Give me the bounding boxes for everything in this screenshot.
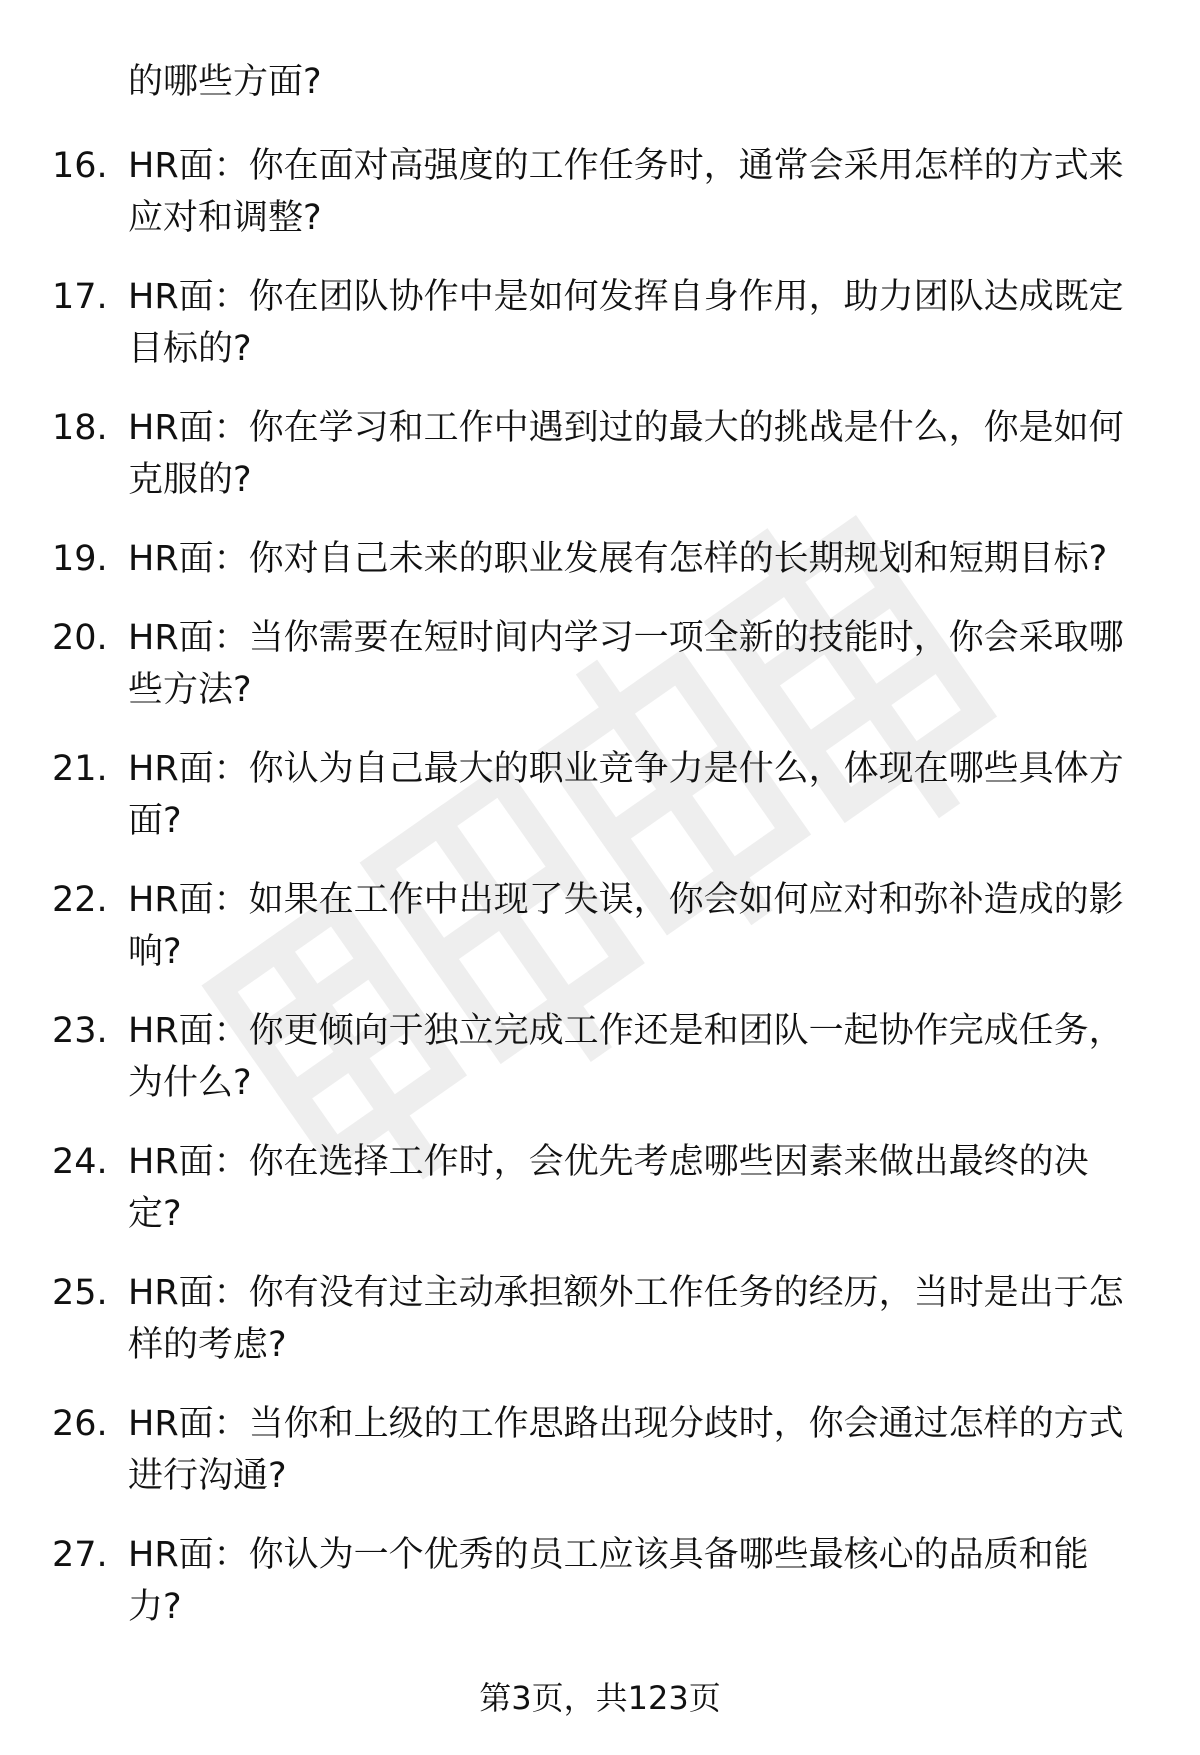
- question-text: [128, 1267, 1163, 1371]
- question-text-line: HR面：当你和上级的工作思路出现分歧时，你会通过怎样的方式: [128, 1404, 1124, 1444]
- question-item: [0, 1005, 1200, 1136]
- question-text-line: 些方法?: [128, 670, 252, 710]
- question-text: [128, 140, 1163, 244]
- question-text-line: 面?: [128, 801, 182, 841]
- question-text-line: HR面：你有没有过主动承担额外工作任务的经历，当时是出于怎: [128, 1273, 1124, 1313]
- question-text-line: 目标的?: [128, 329, 252, 369]
- question-text-line: HR面：当你需要在短时间内学习一项全新的技能时，你会采取哪: [128, 618, 1124, 658]
- question-text-line: HR面：你在团队协作中是如何发挥自身作用，助力团队达成既定: [128, 277, 1124, 317]
- question-number: 19.: [52, 539, 108, 579]
- question-item: [0, 874, 1200, 1005]
- question-item: [0, 743, 1200, 874]
- question-text-line: HR面：你在选择工作时，会优先考虑哪些因素来做出最终的决: [128, 1142, 1089, 1182]
- question-item: [0, 533, 1200, 612]
- question-number: 17.: [52, 277, 108, 317]
- question-item: [0, 1136, 1200, 1267]
- question-text-line: HR面：你在面对高强度的工作任务时，通常会采用怎样的方式来: [128, 146, 1124, 186]
- question-number: 18.: [52, 408, 108, 448]
- continuation-text: 的哪些方面?: [128, 62, 322, 102]
- question-item: [0, 1529, 1200, 1660]
- question-text-line: HR面：你在学习和工作中遇到过的最大的挑战是什么，你是如何: [128, 408, 1124, 448]
- question-number: 27.: [52, 1535, 108, 1575]
- question-item: [0, 402, 1200, 533]
- question-text-line: HR面：你认为一个优秀的员工应该具备哪些最核心的品质和能: [128, 1535, 1089, 1575]
- question-text-line: HR面：你对自己未来的职业发展有怎样的长期规划和短期目标?: [128, 539, 1108, 579]
- question-number: 26.: [52, 1404, 108, 1444]
- question-number: 22.: [52, 880, 108, 920]
- question-text-line: 响?: [128, 932, 182, 972]
- question-text: [128, 1398, 1163, 1502]
- question-text-line: 克服的?: [128, 460, 252, 500]
- question-number: 24.: [52, 1142, 108, 1182]
- question-text: [128, 1529, 1163, 1633]
- question-item: [0, 140, 1200, 271]
- question-text-line: HR面：你认为自己最大的职业竞争力是什么，体现在哪些具体方: [128, 749, 1124, 789]
- page-number: 第3页，共123页: [479, 1679, 721, 1717]
- question-text: [128, 533, 1163, 585]
- question-text: [128, 402, 1163, 506]
- question-number: 23.: [52, 1011, 108, 1051]
- question-text-line: 为什么?: [128, 1063, 252, 1103]
- question-text: [128, 271, 1163, 375]
- question-text-line: 应对和调整?: [128, 198, 322, 238]
- question-text: [128, 612, 1163, 716]
- question-text-line: 进行沟通?: [128, 1456, 287, 1496]
- question-number: 20.: [52, 618, 108, 658]
- question-text: [128, 874, 1163, 978]
- question-text-line: 样的考虑?: [128, 1325, 287, 1365]
- question-item: [0, 1267, 1200, 1398]
- question-text: [128, 1136, 1163, 1240]
- question-item: [0, 271, 1200, 402]
- question-text: [128, 1005, 1163, 1109]
- question-number: 25.: [52, 1273, 108, 1313]
- question-text-line: HR面：你更倾向于独立完成工作还是和团队一起协作完成任务，: [128, 1011, 1124, 1051]
- question-item: [0, 612, 1200, 743]
- question-number: 16.: [52, 146, 108, 186]
- question-text-line: 定?: [128, 1194, 182, 1234]
- question-text-line: HR面：如果在工作中出现了失误，你会如何应对和弥补造成的影: [128, 880, 1124, 920]
- question-number: 21.: [52, 749, 108, 789]
- question-item: [0, 1398, 1200, 1529]
- question-text-line: 力?: [128, 1587, 182, 1627]
- question-text: [128, 743, 1163, 847]
- question-list: [0, 140, 1200, 1660]
